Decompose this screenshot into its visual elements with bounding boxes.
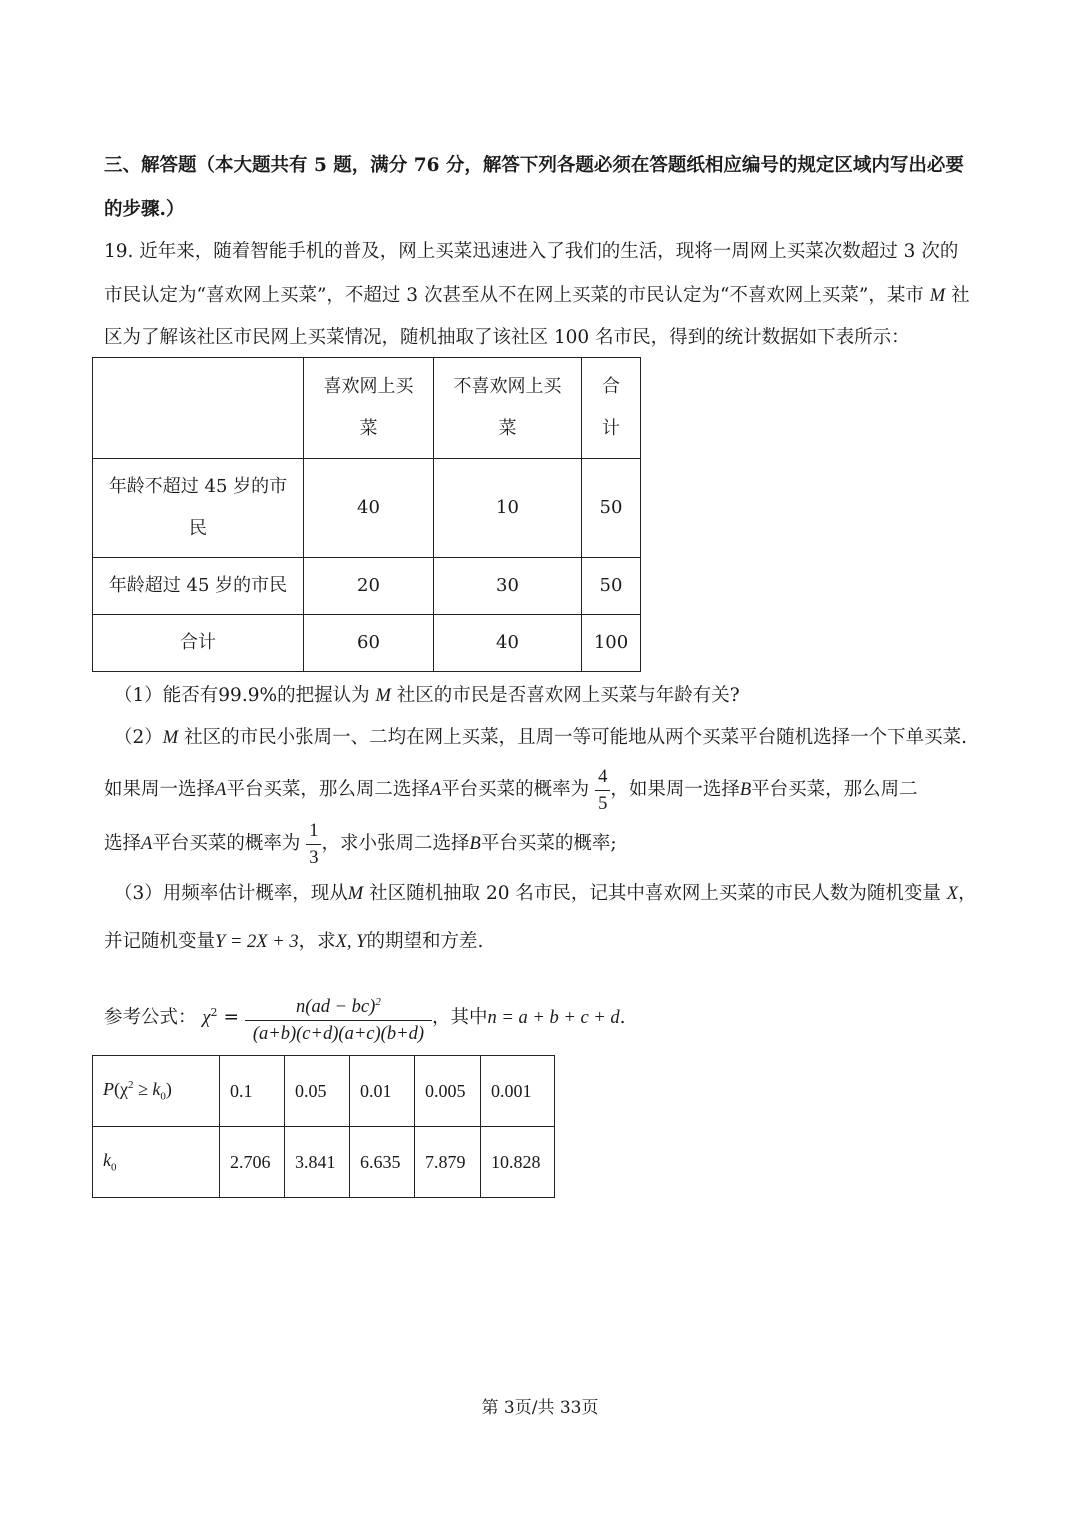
fraction-denominator: 5 <box>598 793 608 814</box>
var-M: M <box>347 884 364 904</box>
critical-value-table <box>92 1055 555 1198</box>
table-header-dislike <box>434 358 582 459</box>
p-label <box>93 1056 220 1127</box>
q-text: 社区的市民是否喜欢网上买菜与年龄有关? <box>396 685 740 706</box>
q-text: 平台买菜的概率; <box>480 833 617 854</box>
table-row <box>93 615 641 672</box>
question-2-line2 <box>104 762 918 818</box>
section-heading-cont: 的步骤.） <box>104 199 185 220</box>
var-A: A <box>141 834 153 854</box>
numerator-text: n(ad − bc) <box>296 997 376 1018</box>
p-paren: (χ <box>114 1079 128 1100</box>
var-A: A <box>215 780 227 800</box>
numerator-exponent: 2 <box>375 996 381 1009</box>
table-row <box>93 1056 555 1127</box>
q-text: 并记随机变量 <box>104 931 216 952</box>
k-label <box>93 1127 220 1198</box>
problem-intro-line3: 区为了解该社区市民网上买菜情况，随机抽取了该社区 100 名市民，得到的统计数据如下表所示： <box>104 327 910 348</box>
q-text: ，如果周一选择 <box>610 779 740 800</box>
p-sub: 0 <box>160 1090 166 1103</box>
q-text: 平台买菜，那么周二 <box>751 779 918 800</box>
question-3-line1 <box>114 882 977 906</box>
problem-intro-line2 <box>104 284 970 308</box>
k-sub: 0 <box>111 1161 117 1174</box>
fraction-numerator: 4 <box>595 764 610 791</box>
k-value: 6.635 <box>350 1127 415 1198</box>
cell-dislike: 40 <box>434 615 582 672</box>
intro-text: 社 <box>951 285 970 306</box>
p-value: 0.005 <box>415 1056 481 1127</box>
header-text: 菜 <box>498 418 517 439</box>
q-text: ，求 <box>298 931 336 952</box>
var-M: M <box>929 286 946 306</box>
table-header-total <box>582 358 641 459</box>
k-value: 3.841 <box>285 1127 350 1198</box>
table-header-row <box>93 358 641 459</box>
question-3-line2 <box>104 930 483 954</box>
question-1 <box>114 684 740 708</box>
table-row <box>93 1127 555 1198</box>
q-text: 平台买菜的概率为 <box>441 779 590 800</box>
q-text: 的期望和方差. <box>366 931 484 952</box>
table-header-empty <box>93 358 304 459</box>
table-row <box>93 459 641 558</box>
formula-where: ，其中 <box>432 1007 488 1029</box>
q-text: 社区的市民小张周一、二均在网上买菜，且周一等可能地从两个买菜平台随机选择一个下单买菜. <box>184 727 967 748</box>
intro-text: 市民认定为“喜欢网上买菜”，不超过 3 次甚至从不在网上买菜的市民认定为“不喜欢网上买菜”，某市 <box>104 285 924 306</box>
var-A: A <box>429 780 442 800</box>
var-B: B <box>469 834 481 854</box>
equation-y: Y = 2X + 3 <box>215 932 299 952</box>
reference-formula <box>104 985 626 1047</box>
cell-dislike: 30 <box>434 558 582 615</box>
problem-intro-line1: 19. 近年来，随着智能手机的普及，网上买菜迅速进入了我们的生活，现将一周网上买菜次数超过 3 次的 <box>104 241 959 262</box>
header-text: 喜欢网上买 <box>323 376 414 397</box>
p-value: 0.001 <box>481 1056 555 1127</box>
formula-end: . <box>619 1007 626 1029</box>
table-row <box>93 558 641 615</box>
q-text: （1）能否有 <box>114 685 219 706</box>
q-text: 社区随机抽取 20 名市民，记其中喜欢网上买菜的市民人数为随机变量 <box>369 883 941 904</box>
header-text: 菜 <box>359 418 378 439</box>
fraction-1-3 <box>306 818 321 871</box>
q-text: 选择 <box>104 833 142 854</box>
q-text: 99.9% <box>218 685 278 706</box>
vars-xy: X, Y <box>335 932 367 952</box>
var-B: B <box>739 780 752 800</box>
p-exp: 2 <box>127 1079 134 1092</box>
header-text: 不喜欢网上买 <box>453 376 562 397</box>
k-symbol: k <box>103 1150 111 1171</box>
fraction-numerator: 1 <box>306 818 321 845</box>
table-header-like <box>304 358 434 459</box>
header-text: 合 <box>602 376 620 397</box>
cell-total: 50 <box>582 558 641 615</box>
section-heading: 三、解答题（本大题共有 5 题，满分 76 分，解答下列各题必须在答题纸相应编号的规定区域内写出必要 <box>104 155 964 176</box>
k-value: 7.879 <box>415 1127 481 1198</box>
q-text: 如果周一选择 <box>104 779 216 800</box>
question-2-line1 <box>114 726 967 750</box>
row-label <box>93 459 304 558</box>
q-text: 平台买菜，那么周二选择 <box>226 779 430 800</box>
header-text: 计 <box>602 418 620 439</box>
chi-square-fraction <box>245 989 432 1047</box>
page-footer: 第 3页/共 33页 <box>481 1398 599 1418</box>
p-value: 0.01 <box>350 1056 415 1127</box>
cell-like: 40 <box>304 459 434 558</box>
k-value: 10.828 <box>481 1127 555 1198</box>
var-M: M <box>375 686 391 706</box>
cell-dislike: 10 <box>434 459 582 558</box>
q-text: ，求小张周二选择 <box>321 833 470 854</box>
row-label: 合计 <box>93 615 304 672</box>
p-value: 0.1 <box>220 1056 285 1127</box>
row-label-text: 年龄不超过 45 岁的市 <box>108 476 288 497</box>
p-k: ≥ k <box>133 1079 161 1100</box>
fraction-4-5 <box>595 764 610 817</box>
chi-symbol: χ <box>202 1008 211 1029</box>
formula-denominator: (a+b)(c+d)(a+c)(b+d) <box>252 1024 424 1045</box>
var-M: M <box>162 728 179 748</box>
k-value: 2.706 <box>220 1127 285 1198</box>
fraction-denominator: 3 <box>309 847 319 868</box>
p-symbol: P <box>103 1079 114 1100</box>
var-X: X <box>946 884 959 904</box>
row-label: 年龄超过 45 岁的市民 <box>93 558 304 615</box>
equals-sign: = <box>223 1007 239 1029</box>
p-value: 0.05 <box>285 1056 350 1127</box>
formula-numerator <box>245 989 432 1021</box>
cell-total: 50 <box>582 459 641 558</box>
row-label-text: 民 <box>189 518 207 539</box>
chi-exponent: 2 <box>210 1006 218 1019</box>
survey-table <box>92 357 641 672</box>
q-text: ， <box>958 883 977 904</box>
cell-total: 100 <box>582 615 641 672</box>
cell-like: 20 <box>304 558 434 615</box>
q-text: 的把握认为 <box>277 685 370 706</box>
cell-like: 60 <box>304 615 434 672</box>
q-text: （3）用频率估计概率，现从 <box>114 883 348 904</box>
p-close: ) <box>165 1079 172 1100</box>
q-text: （2） <box>114 727 163 748</box>
question-2-line3 <box>104 816 617 872</box>
n-definition: n = a + b + c + d <box>487 1008 620 1029</box>
formula-label: 参考公式： <box>104 1007 197 1029</box>
q-text: 平台买菜的概率为 <box>152 833 301 854</box>
